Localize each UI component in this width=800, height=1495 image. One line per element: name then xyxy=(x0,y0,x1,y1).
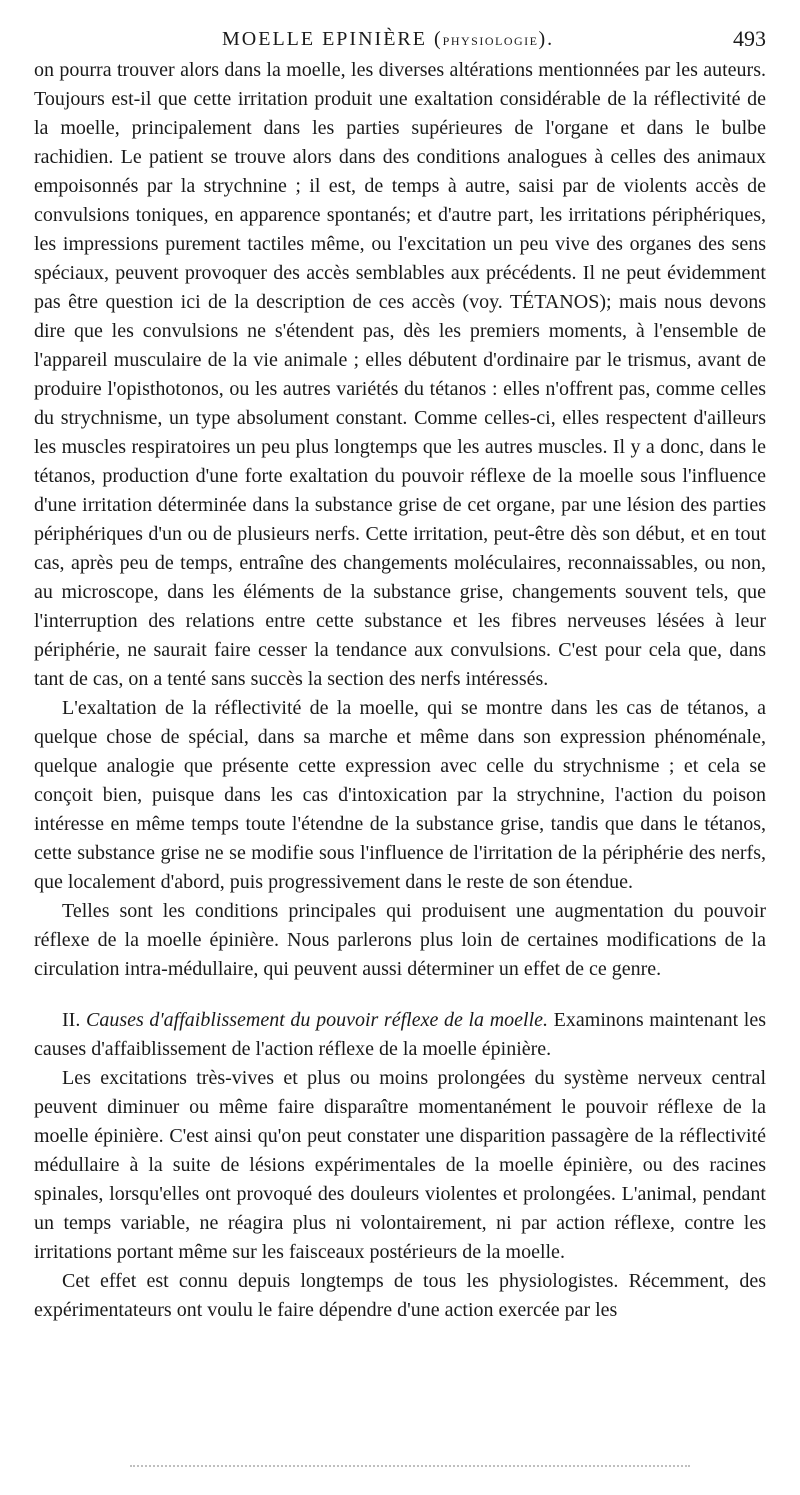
paragraph-known-effect: Cet effet est connu depuis longtemps de tous les physiologistes. Récemment, des expérimentateurs ont voulu le faire dépendre d'une action exercée par les xyxy=(34,1270,766,1321)
running-head xyxy=(34,26,766,56)
section-number: II. xyxy=(62,1009,81,1031)
running-title-main: MOELLE EPINIÈRE ( xyxy=(222,28,443,50)
running-title-subject: PHYSIOLOGIE xyxy=(442,34,539,48)
page-bottom-dots xyxy=(130,1465,690,1467)
paragraph-principal-conditions: Telles sont les conditions principales qui produisent une augmentation du pouvoir réflexe de la moelle épinière. Nous parlerons plus loin de certaines modifications de la circulation intra-médullaire, qui peuvent aussi déterminer un effet de ce genre. xyxy=(34,900,766,980)
section-intro-text: Examinons maintenant les causes d'affaiblissement de l'action réflexe de la moelle épinière. xyxy=(34,1009,767,1060)
paragraph-reflectivity-exaltation: L'exaltation de la réflectivité de la moelle, qui se montre dans les cas de tétanos, a quelque chose de spécial, dans sa marche et même dans son expression phénoménale, quelque analogie que présente cette expression avec celle du strychnisme ; et cela se conçoit bien, puisque dans les cas d'intoxication par la strychnine, l'action du poison intéresse en même temps toute l'étendne de la substance grise, tandis que dans le tétanos, cette substance grise ne se modifie sous l'influence de l'irritation de la périphérie des nerfs, que localement d'abord, puis progressivement dans le reste de son étendue. xyxy=(34,697,766,893)
page-number: 493 xyxy=(733,26,766,51)
running-title xyxy=(222,28,554,51)
section-title: Causes d'affaiblissement du pouvoir réflexe de la moelle. xyxy=(85,1009,549,1031)
running-title-end: ). xyxy=(538,28,555,50)
paragraph-strong-excitations: Les excitations très-vives et plus ou moins prolongées du système nerveux central peuvent diminuer ou même faire disparaître momentanément le pouvoir réflexe de la moelle épinière. C'est ainsi qu'on peut constater une disparition passagère de la réflectivité médullaire à la suite de lésions expérimentales de la moelle épinière, ou des racines spinales, lorsqu'elles ont provoqué des douleurs violentes et prolongées. L'animal, pendant un temps variable, ne réagira plus ni volontairement, ni par action réflexe, contre les irritations portant même sur les faisceaux postérieurs de la moelle. xyxy=(34,1067,766,1263)
section-heading-paragraph xyxy=(34,1006,766,1064)
book-page xyxy=(34,26,766,1325)
paragraph-tetanus-irritation: on pourra trouver alors dans la moelle, les diverses altérations mentionnées par les auteurs. Toujours est-il que cette irritation produit une exaltation considérable de la réflectivité de la moelle, principalement dans les parties supérieures de l'organe et dans le bulbe rachidien. Le patient se trouve alors dans des conditions analogues à celles des animaux empoisonnés par la strychnine ; il est, de temps à autre, saisi par de violents accès de convulsions toniques, en apparence spontanés; et d'autre part, les irritations périphériques, les impressions purement tactiles même, ou l'excitation un peu vive des organes des sens spéciaux, peuvent provoquer des accès semblables aux précédents. Il ne peut évidemment pas être question ici de la description de ces accès (voy. TÉTANOS); mais nous devons dire que les convulsions ne s'étendent pas, dès les premiers moments, à l'ensemble de l'appareil musculaire de la vie animale ; elles débutent d'ordinaire par le trismus, avant de produire l'opisthotonos, ou les autres variétés du tétanos : elles n'offrent pas, comme celles du strychnisme, un type absolument constant. Comme celles-ci, elles respectent d'ailleurs les muscles respiratoires un peu plus longtemps que les autres muscles. Il y a donc, dans le tétanos, production d'une forte exaltation du pouvoir réflexe de la moelle sous l'influence d'une irritation déterminée dans la substance grise de cet organe, par une lésion des parties périphériques d'un ou de plusieurs nerfs. Cette irritation, peut-être dès son début, et en tout cas, après peu de temps, entraîne des changements moléculaires, reconnaissables, ou non, au microscope, dans les éléments de la substance grise, changements souvent tels, que l'interruption des relations entre cette substance et les fibres nerveuses lésées à leur périphérie, ne saurait faire cesser la tendance aux convulsions. C'est pour cela que, dans tant de cas, on a tenté sans succès la section des nerfs intéressés. xyxy=(34,59,766,690)
